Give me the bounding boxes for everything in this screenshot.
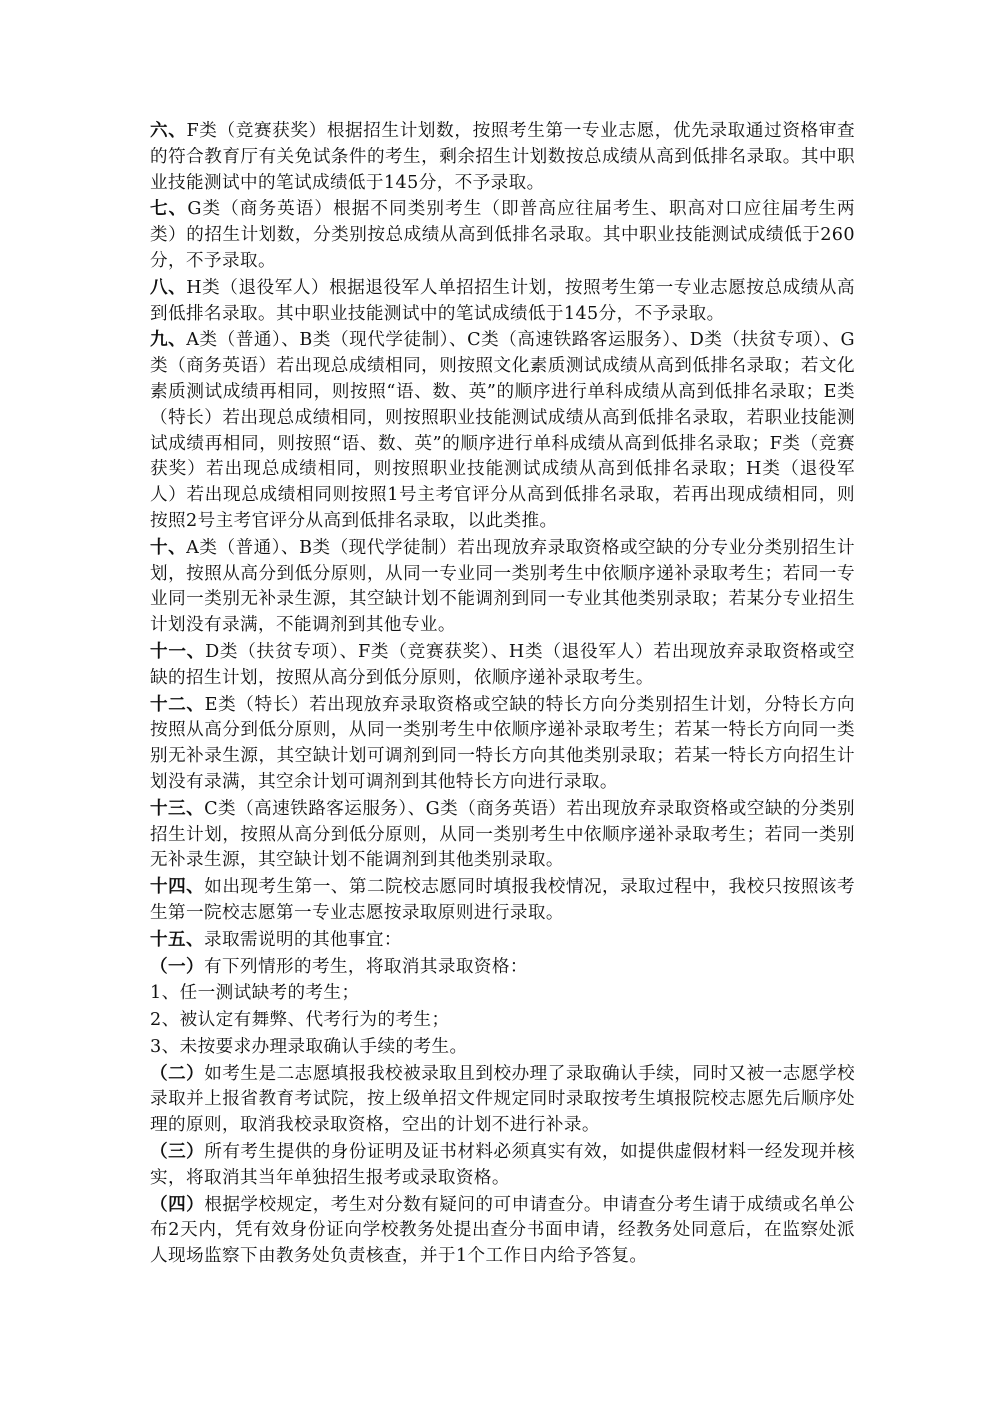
list-item xyxy=(150,1034,855,1061)
paragraph-11 xyxy=(150,639,855,692)
paragraph-text: H类（退役军人）根据退役军人单招招生计划，按照考生第一专业志愿按总成绩从高到低排名录取。其中职业技能测试中的笔试成绩低于145分，不予录取。 xyxy=(150,277,855,324)
paragraph-8 xyxy=(150,275,855,328)
paragraph-text: 录取需说明的其他事宜： xyxy=(203,929,402,950)
list-item-text: 1、任一测试缺考的考生； xyxy=(150,983,360,1004)
subsection-text: 所有考生提供的身份证明及证书材料必须真实有效，如提供虚假材料一经发现并核实，将取消其当年单独招生报考或录取资格。 xyxy=(150,1142,856,1188)
paragraph-number: 十四、 xyxy=(150,876,205,898)
subsection-1 xyxy=(150,954,855,981)
paragraph-number: 十一、 xyxy=(150,640,206,662)
paragraph-number: 七、 xyxy=(150,198,188,220)
subsection-number: （三） xyxy=(150,1141,205,1163)
paragraph-text: A类（普通）、B类（现代学徒制）若出现放弃录取资格或空缺的分专业分类别招生计划，按照从高分到低分原则，从同一专业同一类别考生中依顺序递补录取考生；若同一专业同一类别无补录生源，其空缺计划不能调剂到同一专业其他类别录取；若某分专业招生计划没有录满，不能调剂到其他专业。 xyxy=(150,537,855,636)
subsection-3 xyxy=(150,1139,855,1192)
document-body xyxy=(150,118,855,1270)
paragraph-9 xyxy=(150,327,855,534)
paragraph-10 xyxy=(150,535,855,639)
subsection-text: 有下列情形的考生，将取消其录取资格： xyxy=(203,956,528,977)
paragraph-text: E类（特长）若出现放弃录取资格或空缺的特长方向分类别招生计划，分特长方向按照从高分到低分原则，从同一类别考生中依顺序递补录取考生；若某一特长方向同一类别无补录生源，其空缺计划可调剂到同一特长方向其他类别录取；若某一特长方向招生计划没有录满，其空余计划可调剂到其他特长方向进行录取。 xyxy=(150,694,856,792)
paragraph-14 xyxy=(150,874,855,927)
paragraph-text: G类（商务英语）根据不同类别考生（即普高应往届考生、职高对口应往届考生两类）的招生计划数，分类别按总成绩从高到低排名录取。其中职业技能测试成绩低于260分，不予录取。 xyxy=(150,199,855,271)
paragraph-text: C类（高速铁路客运服务）、G类（商务英语）若出现放弃录取资格或空缺的分类别招生计划，按照从高分到低分原则，从同一类别考生中依顺序递补录取考生；若同一类别无补录生源，其空缺计划不能调剂到其他类别录取。 xyxy=(150,798,855,871)
paragraph-text: F类（竞赛获奖）根据招生计划数，按照考生第一专业志愿，优先录取通过资格审查的符合教育厅有关免试条件的考生，剩余招生计划数按总成绩从高到低排名录取。其中职业技能测试中的笔试成绩低于145分，不予录取。 xyxy=(150,121,855,193)
subsection-4 xyxy=(150,1192,855,1270)
paragraph-number: 六、 xyxy=(150,120,187,141)
subsection-number: （二） xyxy=(150,1062,205,1084)
paragraph-number: 十五、 xyxy=(150,928,204,950)
paragraph-7 xyxy=(150,196,855,274)
list-item xyxy=(150,980,855,1007)
paragraph-number: 十二、 xyxy=(150,693,205,715)
paragraph-6 xyxy=(150,118,855,196)
subsection-2 xyxy=(150,1061,855,1139)
paragraph-number: 九、 xyxy=(150,329,187,351)
paragraph-text: A类（普通）、B类（现代学徒制）、C类（高速铁路客运服务）、D类（扶贫专项）、G类（商务英语）若出现总成绩相同，则按照文化素质测试成绩从高到低排名录取；若文化素质测试成绩再相同，则按照“语、数、英”的顺序进行单科成绩从高到低排名录取；E类（特长）若出现总成绩相同，则按照职业技能测试成绩从高到低排名录取，若职业技能测试成绩再相同，则按照“语、数、英”的顺序进行单科成绩从高到低排名录取；F类（竞赛获奖）若出现总成绩相同，则按照职业技能测试成绩从高到低排名录取；H类（退役军人）若出现总成绩相同则按照1号主考官评分从高到低排名录取，若再出现成绩相同，则按照2号主考官评分从高到低排名录取，以此类推。 xyxy=(150,330,855,531)
subsection-number: （一） xyxy=(150,955,204,977)
list-item-text: 3、未按要求办理录取确认手续的考生。 xyxy=(150,1036,468,1057)
paragraph-text: 如出现考生第一、第二院校志愿同时填报我校情况，录取过程中，我校只按照该考生第一院校志愿第一专业志愿按录取原则进行录取。 xyxy=(150,877,856,923)
subsection-text: 如考生是二志愿填报我校被录取且到校办理了录取确认手续，同时又被一志愿学校录取并上报省教育考试院，按上级单招文件规定同时录取按考生填报院校志愿先后顺序处理的原则，取消我校录取资格，空出的计划不进行补录。 xyxy=(150,1063,856,1136)
paragraph-text: D类（扶贫专项）、F类（竞赛获奖）、H类（退役军人）若出现放弃录取资格或空缺的招生计划，按照从高分到低分原则，依顺序递补录取考生。 xyxy=(150,641,855,688)
paragraph-15 xyxy=(150,927,855,954)
paragraph-number: 八、 xyxy=(150,276,187,298)
paragraph-13 xyxy=(150,796,855,874)
list-item xyxy=(150,1007,855,1034)
subsection-number: （四） xyxy=(150,1193,205,1215)
subsection-text: 根据学校规定，考生对分数有疑问的可申请查分。申请查分考生请于成绩或名单公布2天内，凭有效身份证向学校教务处提出查分书面申请，经教务处同意后，在监察处派人现场监察下由教务处负责核查，并于1个工作日内给予答复。 xyxy=(150,1194,856,1267)
paragraph-12 xyxy=(150,692,855,796)
paragraph-number: 十、 xyxy=(150,536,187,558)
list-item-text: 2、被认定有舞弊、代考行为的考生； xyxy=(150,1010,450,1031)
paragraph-number: 十三、 xyxy=(150,797,205,819)
